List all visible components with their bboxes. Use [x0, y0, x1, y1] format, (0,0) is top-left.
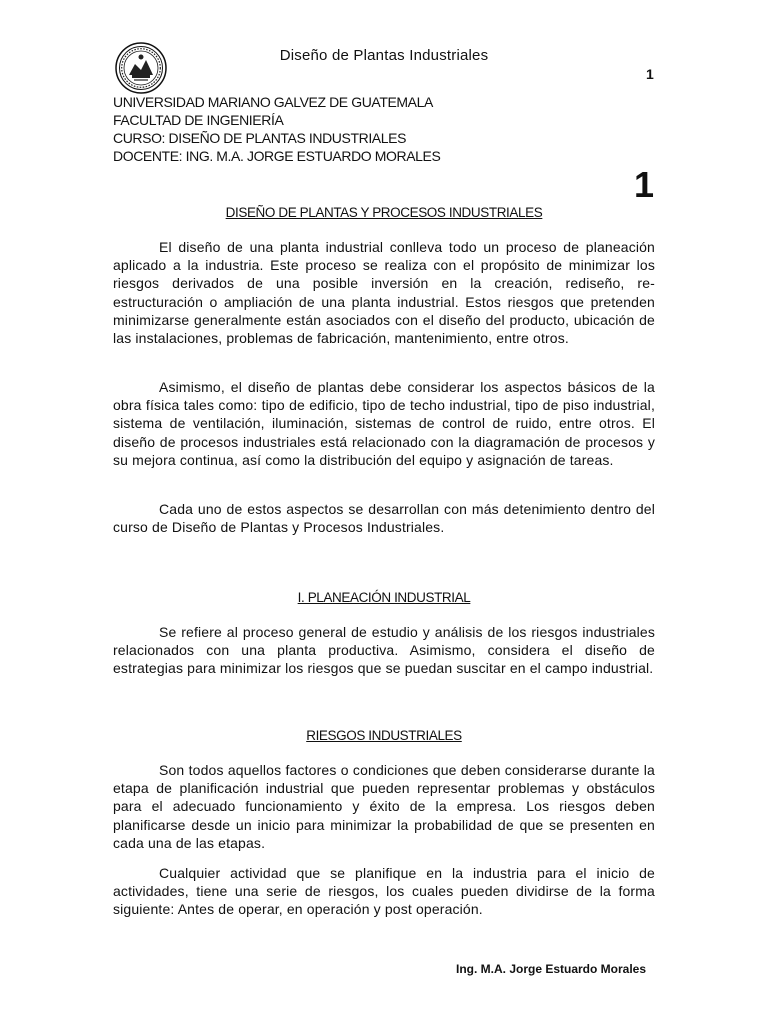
- header-page-number: 1: [646, 66, 654, 82]
- section-heading-planning: I. PLANEACIÓN INDUSTRIAL: [297, 590, 471, 605]
- footer-author: Ing. M.A. Jorge Estuardo Morales: [456, 962, 647, 976]
- paragraph: Cualquier actividad que se planifique en la industria para el inicio de actividades, tiene una serie de riesgos, los cuales pueden dividirse de la forma siguiente: Antes de operar, en operación y post operación.: [113, 865, 655, 918]
- paragraph: El diseño de una planta industrial conlleva todo un proceso de planeación aplicado a la industria. Este proceso se realiza con el propósito de minimizar los riesgos derivados de una posible inversión en la creación, rediseño, re-estructuración o ampliación de una planta industrial. Estos riesgos que pretenden minimizarse generalmente están asociados con el diseño del producto, ubicación de las instalaciones, problemas de fabricación, mantenimiento, entre otros.: [113, 239, 655, 347]
- paragraph: Cada uno de estos aspectos se desarrollan con más detenimiento dentro del curso de Diseño de Plantas y Procesos Industriales.: [113, 501, 655, 536]
- section-heading-risks: RIESGOS INDUSTRIALES: [306, 728, 462, 743]
- university-name: UNIVERSIDAD MARIANO GALVEZ DE GUATEMALA: [113, 94, 433, 110]
- faculty-name: FACULTAD DE INGENIERÍA: [113, 112, 284, 128]
- paragraph: Se refiere al proceso general de estudio y análisis de los riesgos industriales relacionados con una planta productiva. Asimismo, considera el diseño de estrategias para minimizar los riesgos que se puedan suscitar en el campo industrial.: [113, 624, 655, 677]
- running-header-title: Diseño de Plantas Industriales: [279, 47, 489, 64]
- course-name: CURSO: DISEÑO DE PLANTAS INDUSTRIALES: [113, 130, 407, 146]
- paragraph: Son todos aquellos factores o condiciones que deben considerarse durante la etapa de planificación industrial que pueden representar problemas y obstáculos para el adecuado funcionamiento y éxito de la empresa. Los riesgos deben planificarse desde un inicio para minimizar la probabilidad de que se presenten en cada una de las etapas.: [113, 762, 655, 851]
- section-heading-design: DISEÑO DE PLANTAS Y PROCESOS INDUSTRIALES: [225, 205, 543, 220]
- paragraph: Asimismo, el diseño de plantas debe considerar los aspectos básicos de la obra física tales como: tipo de edificio, tipo de techo industrial, tipo de piso industrial, sistema de ventilación, iluminación, sistemas de control de ruido, entre otros. El diseño de procesos industriales está relacionado con la diagramación de procesos y su mejora continua, así como la distribución del equipo y asignación de tareas.: [113, 379, 655, 468]
- institution-block: [113, 93, 440, 165]
- chapter-number: 1: [634, 164, 655, 205]
- teacher-name: DOCENTE: ING. M.A. JORGE ESTUARDO MORALES: [113, 148, 441, 164]
